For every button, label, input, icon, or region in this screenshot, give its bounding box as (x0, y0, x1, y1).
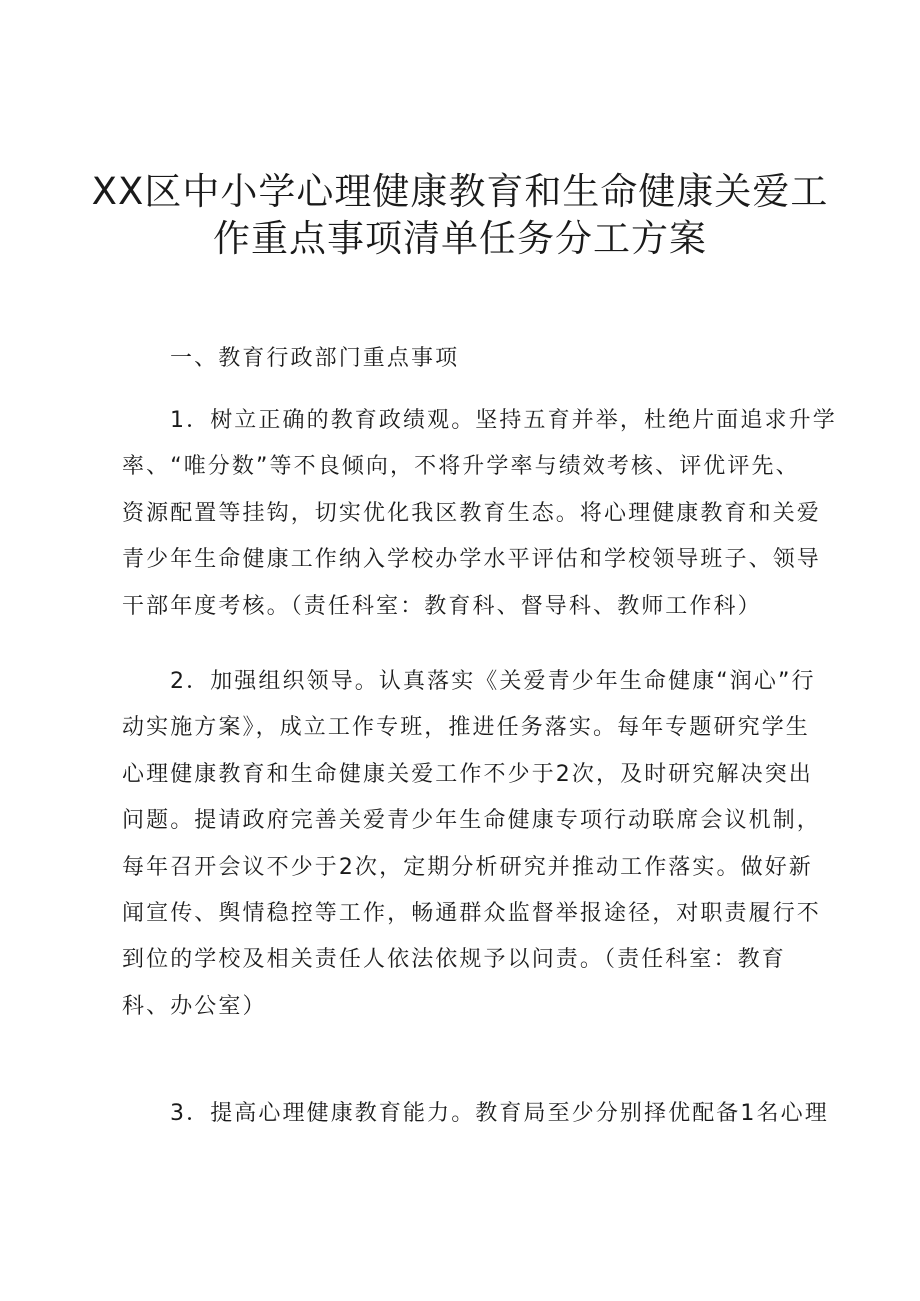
paragraph-line: 科、办公室） (122, 993, 267, 1019)
paragraph-3 (122, 1091, 829, 1137)
paragraph-line: 心理健康教育和生命健康关爱工作不少于2次，及时研究解决突出 (122, 761, 813, 787)
paragraph-line: 1．树立正确的教育政绩观。坚持五育并举，杜绝片面追求升学 (170, 408, 837, 433)
paragraph-line: 3．提高心理健康教育能力。教育局至少分别择优配备1名心理 (170, 1101, 829, 1126)
paragraph-2 (122, 659, 821, 1030)
paragraph-line: 干部年度考核。（责任科室：教育科、督导科、教师工作科） (122, 593, 762, 619)
paragraph-line: 动实施方案》，成立工作专班，推进任务落实。每年专题研究学生 (122, 715, 810, 741)
section-heading-text: 一、教育行政部门重点事项 (170, 346, 460, 371)
title-line: XX区中小学心理健康教育和生命健康关爱工 (91, 170, 829, 213)
paragraph-1 (122, 398, 837, 630)
document-title (60, 168, 860, 262)
paragraph-line: 2．加强组织领导。认真落实《关爱青少年生命健康“润心”行 (170, 669, 816, 694)
paragraph-line: 问题。提请政府完善关爱青少年生命健康专项行动联席会议机制， (122, 808, 821, 834)
paragraph-line: 青少年生命健康工作纳入学校办学水平评估和学校领导班子、领导 (122, 547, 821, 573)
paragraph-line: 闻宣传、舆情稳控等工作，畅通群众监督举报途径，对职责履行不 (122, 901, 821, 927)
paragraph-line: 到位的学校及相关责任人依法依规予以问责。（责任科室：教育 (122, 947, 786, 973)
paragraph-line: 资源配置等挂钩，切实优化我区教育生态。将心理健康教育和关爱 (122, 500, 821, 526)
section-heading (122, 336, 812, 382)
title-line: 作重点事项清单任务分工方案 (213, 217, 707, 260)
paragraph-line: 每年召开会议不少于2次，定期分析研究并推动工作落实。做好新 (122, 854, 813, 880)
paragraph-line: 率、“唯分数”等不良倾向，不将升学率与绩效考核、评优评先、 (122, 454, 800, 480)
